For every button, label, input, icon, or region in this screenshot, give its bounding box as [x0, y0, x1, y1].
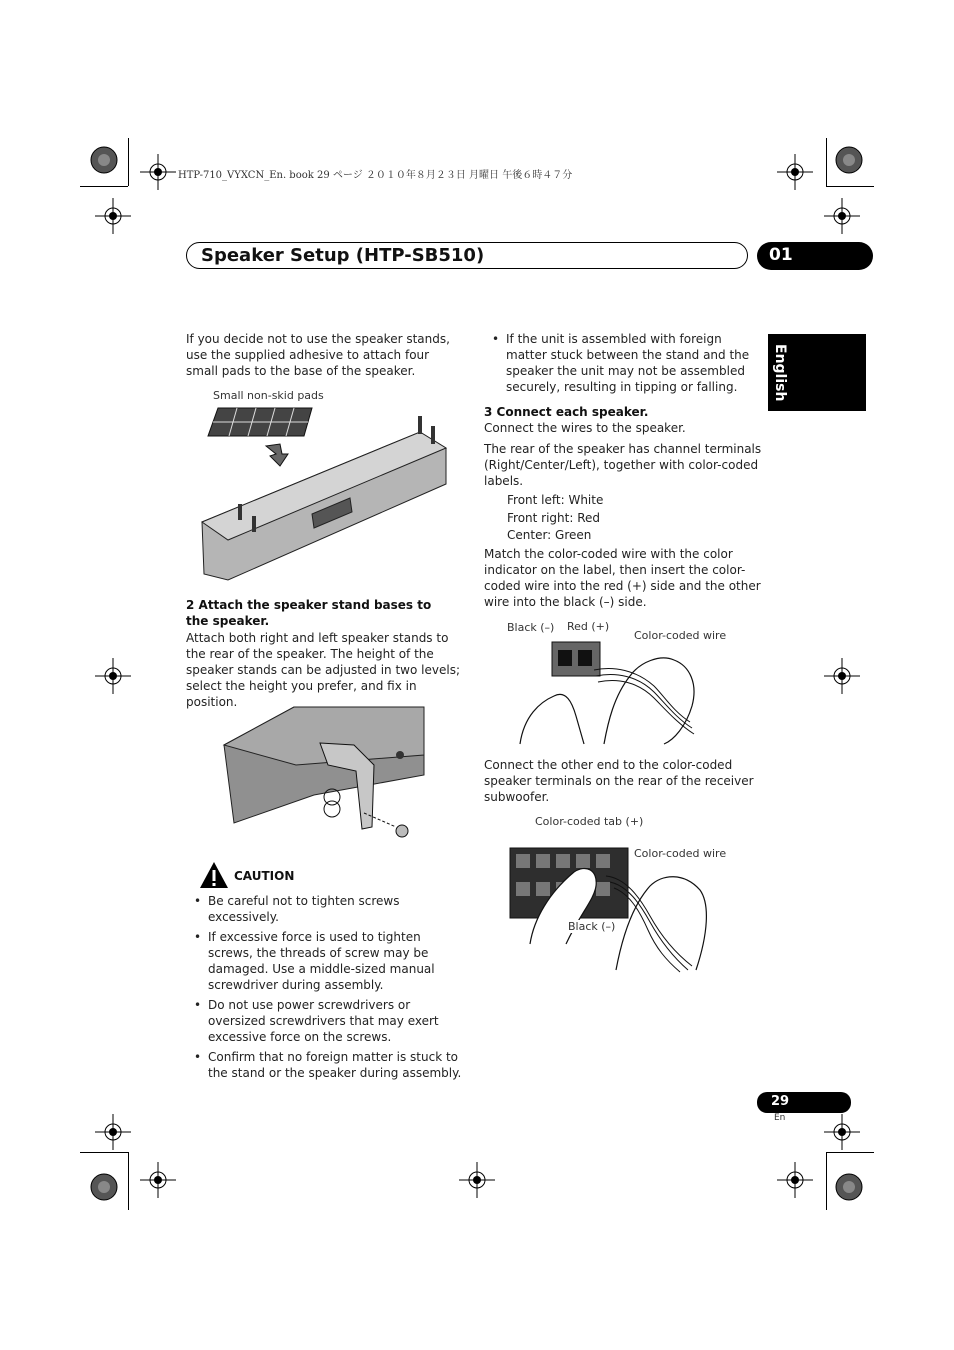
page-number: 29: [771, 1094, 790, 1109]
fig4-black-label: Black (–): [568, 920, 616, 933]
intro-paragraph: If you decide not to use the speaker stands, use the supplied adhesive to attach four small pads to the base of the speaker.: [186, 332, 450, 378]
bullet-item: • If the unit is assembled with foreign matter stuck between the stand and the speaker the unit may not be assembled securely, resulting in tipping or falling.: [484, 331, 762, 395]
figure1-label: Small non-skid pads: [213, 389, 324, 402]
step3-heading: 3 Connect each speaker.: [484, 405, 649, 419]
section-title-bar: [186, 242, 748, 269]
color-code-center: Center: Green: [507, 528, 592, 542]
page-title: Speaker Setup (HTP-SB510): [201, 245, 485, 266]
caution-title: CAUTION: [234, 869, 295, 883]
fig3-black-label: Black (–): [507, 621, 555, 634]
color-code-left: Front left: White: [507, 493, 604, 507]
match-text: Match the color-coded wire with the color indicator on the label, then insert the color-coded wire into the red (+) side and the other wire into the black (–) side.: [484, 547, 761, 609]
fig3-wire-label: Color-coded wire: [634, 629, 727, 642]
figure-speaker-terminal: [514, 636, 704, 746]
warning-icon: [199, 861, 229, 889]
figure-stand-attach: [224, 705, 424, 840]
caution-item: • Be careful not to tighten screws excessively.: [186, 893, 466, 925]
print-meta: HTP-710_VYXCN_En. book 29 ページ ２０１０年８月２３日 月曜日 午後６時４７分: [178, 170, 573, 181]
fig3-red-label: Red (+): [567, 620, 610, 633]
color-code-right: Front right: Red: [507, 511, 601, 525]
caution-item: • Confirm that no foreign matter is stuck to the stand or the speaker during assembly.: [186, 1049, 466, 1081]
step2-text: Attach both right and left speaker stands to the rear of the speaker. The height of the speaker stands can be adjusted in two levels; select the height you prefer, and fix in position.: [186, 631, 460, 709]
language-tab: [768, 334, 866, 411]
other-end-text: Connect the other end to the color-coded speaker terminals on the rear of the receiver subwoofer.: [484, 758, 754, 804]
fig4-tab-label: Color-coded tab (+): [535, 815, 644, 828]
step3-line1: Connect the wires to the speaker.: [484, 421, 686, 435]
step2-heading: 2 Attach the speaker stand bases to the speaker.: [186, 598, 432, 628]
caution-list: [186, 893, 466, 1085]
fig4-wire-label: Color-coded wire: [634, 847, 727, 860]
caution-item: • If excessive force is used to tighten screws, the threads of screw may be damaged. Use a middle-sized manual screwdriver during assembly.: [186, 929, 466, 993]
page-number-badge: [757, 1092, 851, 1113]
caution-item: • Do not use power screwdrivers or oversized screwdrivers that may exert excessive force on the screws.: [186, 997, 466, 1045]
figure-speaker-pads: [200, 404, 450, 586]
figure-subwoofer-terminal: [510, 838, 710, 972]
chapter-number: 01: [769, 245, 793, 265]
step3-para2: The rear of the speaker has channel terminals (Right/Center/Left), together with color-coded labels.: [484, 442, 762, 488]
top-bullet-list: [484, 331, 762, 399]
chapter-badge: [757, 242, 873, 270]
page-language: En: [774, 1113, 786, 1123]
language-label: English: [772, 344, 788, 402]
